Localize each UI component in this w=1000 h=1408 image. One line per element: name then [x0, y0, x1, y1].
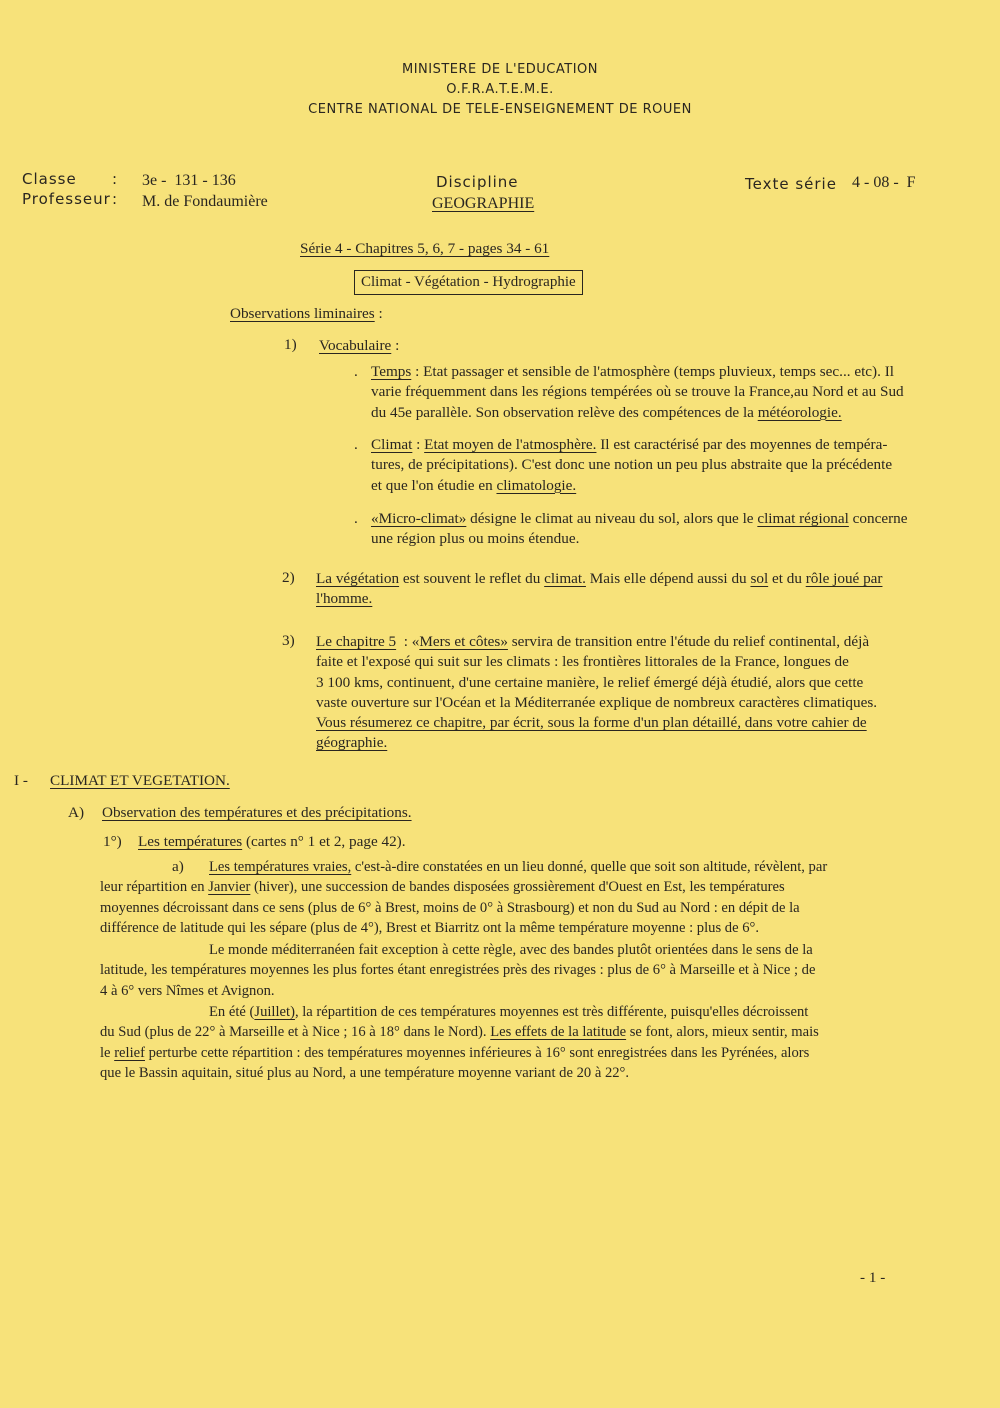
- para-c-line-1-end: , la répartition de ces températures moyennes est très différente, puisqu'elles décroissent: [294, 1004, 809, 1020]
- temps-line-3: du 45e parallèle. Son observation relève des compétences de la: [371, 403, 758, 421]
- item2-text-part: et du: [768, 570, 806, 587]
- para-c-line-4: que le Bassin aquitain, situé plus au Nord, a une température moyenne variant de 20 à 22°.: [100, 1065, 630, 1082]
- chapitre5-term: Le chapitre 5: [316, 633, 397, 650]
- sub1-number: 1°): [103, 833, 122, 850]
- item2-text-part: Mais elle dépend aussi du: [585, 570, 751, 587]
- effets-latitude-term: Les effets de la latitude: [490, 1024, 627, 1041]
- item3-line-4: vaste ouverture sur l'Océan et la Méditerranée explique de nombreux caractères climatiques.: [316, 693, 878, 711]
- discipline-value: GEOGRAPHIE: [432, 195, 535, 212]
- homme-term: l'homme.: [316, 590, 373, 608]
- item3-text: [316, 632, 976, 754]
- climat-regional-term: climat régional: [757, 510, 849, 527]
- item2-text: [316, 569, 976, 610]
- item3-instruction: Vous résumerez ce chapitre, par écrit, sous la forme d'un plan détaillé, dans votre cahier de: [316, 714, 867, 732]
- para-c-line-2-end: se font, alors, mieux sentir, mais: [626, 1024, 819, 1041]
- boxed-title: Climat - Végétation - Hydrographie: [354, 270, 583, 295]
- temps-line-1: : Etat passager et sensible de l'atmosphère (temps pluvieux, temps sec... etc). Il: [411, 363, 894, 380]
- discipline-label: Discipline: [436, 173, 519, 191]
- classe-label: Classe: [22, 170, 77, 188]
- micro-line-1: désigne le climat au niveau du sol, alors que le: [466, 510, 758, 527]
- serie-line: Série 4 - Chapitres 5, 6, 7 - pages 34 - 61: [300, 240, 550, 257]
- sub1-heading: [138, 832, 406, 852]
- juillet-term: Juillet): [254, 1004, 295, 1020]
- item3-text-part: servira de transition entre l'étude du relief continental, déjà: [507, 633, 870, 650]
- vocab-title: Vocabulaire: [319, 337, 392, 354]
- temperatures-vraies-term: Les températures vraies,: [209, 859, 352, 875]
- centre-line: CENTRE NATIONAL DE TELE-ENSEIGNEMENT DE ROUEN: [308, 102, 692, 117]
- temps-line-2: varie fréquemment dans les régions tempérées où se trouve la France,au Nord et au Sud: [371, 383, 904, 401]
- climat-line-1: Il est caractérisé par des moyennes de tempéra-: [596, 436, 888, 453]
- classe-value: 3e - 131 - 136: [142, 172, 236, 189]
- professeur-separator: :: [112, 190, 119, 208]
- texte-serie-label: Texte série: [745, 175, 837, 193]
- temps-term: Temps: [371, 363, 412, 380]
- vocab-colon: :: [391, 337, 400, 354]
- climat-line-3: et que l'on étudie en: [371, 476, 497, 494]
- item3-number: 3): [282, 632, 295, 649]
- para-c-line-2: du Sud (plus de 22° à Marseille et à Nice ; 16 à 18° dans le Nord).: [100, 1024, 491, 1041]
- professeur-label: Professeur: [22, 190, 111, 208]
- micro-line-1-end: concerne: [848, 510, 908, 527]
- relief-term: relief: [114, 1044, 145, 1061]
- sub1-reference: (cartes n° 1 et 2, page 42).: [242, 833, 406, 850]
- professeur-value: M. de Fondaumière: [142, 193, 268, 210]
- item3-text-part: : «: [396, 633, 420, 650]
- bullet-dot: .: [354, 363, 358, 380]
- climat-term: Climat: [371, 436, 413, 453]
- vegetation-term: La végétation: [316, 570, 400, 587]
- page-number: - 1 -: [860, 1269, 886, 1286]
- climatologie-term: climatologie.: [496, 476, 577, 494]
- para-b-line-1: Le monde méditerranéen fait exception à cette règle, avec des bandes plutôt orientées dans le sens de la: [209, 942, 813, 958]
- meteorologie-term: météorologie.: [757, 403, 842, 421]
- micro-climat-definition: [371, 509, 971, 550]
- observations-colon: :: [374, 305, 383, 322]
- para-a-number: a): [172, 858, 184, 875]
- vocab-heading: [319, 336, 399, 356]
- observations-heading: [230, 304, 383, 324]
- org-line: O.F.R.A.T.E.M.E.: [446, 82, 554, 97]
- sectionA-title: Observation des températures et des précipitations.: [102, 804, 412, 821]
- sectionA-number: A): [68, 804, 85, 821]
- climat-definition-key: Etat moyen de l'atmosphère.: [424, 436, 597, 453]
- paragraph-a: [100, 857, 980, 939]
- classe-separator: :: [112, 170, 119, 188]
- item3-instruction-end: géographie.: [316, 734, 388, 752]
- texte-serie-value: 4 - 08 - F: [852, 174, 916, 191]
- letterhead: [0, 60, 1000, 120]
- para-a-line-2: leur répartition en: [100, 879, 209, 896]
- climat-colon: :: [412, 436, 425, 453]
- janvier-term: Janvier: [208, 879, 251, 896]
- para-c-line-3-end: perturbe cette répartition : des températures moyennes inférieures à 16° sont enregistrées dans les Pyrénées, alors: [144, 1044, 810, 1061]
- vocab-number: 1): [284, 336, 297, 353]
- micro-climat-term: «Micro-climat»: [371, 510, 467, 527]
- para-a-line-3: moyennes décroissant dans ce sens (plus de 6° à Brest, moins de 0° à Strasbourg) et non du Sud au Nord : en dépit de la: [100, 899, 800, 916]
- item3-line-3: 3 100 kms, continuent, d'une certaine manière, le relief émergé déjà étudié, alors que cette: [316, 673, 864, 691]
- item2-text-part: est souvent le reflet du: [399, 570, 545, 587]
- para-b-line-2: latitude, les températures moyennes les plus fortes étant enregistrées près des rivages : plus de 6° à Marseille et à Nice ; de: [100, 962, 816, 979]
- paragraph-b: [100, 940, 980, 1001]
- observations-title: Observations liminaires: [230, 305, 375, 322]
- item3-line-2: faite et l'exposé qui suit sur les climats : les frontières littorales de la France, longues de: [316, 653, 849, 671]
- bullet-dot: .: [354, 510, 358, 527]
- paragraph-c: [100, 1002, 980, 1084]
- para-a-line-2-end: (hiver), une succession de bandes disposées grossièrement d'Ouest en Est, les températures: [250, 879, 785, 896]
- para-a-line-4: différence de latitude qui les sépare (plus de 4°), Brest et Biarritz ont la même température moyenne : plus de 6°.: [100, 920, 759, 937]
- section1-number: I -: [14, 772, 28, 789]
- climat-line-2: tures, de précipitations). C'est donc une notion un peu plus abstraite que la précédente: [371, 456, 893, 474]
- mers-cotes-term: Mers et côtes»: [419, 633, 508, 650]
- role-term: rôle joué par: [805, 570, 883, 587]
- temps-definition: [371, 362, 971, 423]
- micro-line-2: une région plus ou moins étendue.: [371, 530, 580, 548]
- item2-number: 2): [282, 569, 295, 586]
- para-b-line-3: 4 à 6° vers Nîmes et Avignon.: [100, 982, 275, 999]
- ministry-line: MINISTERE DE L'EDUCATION: [402, 62, 598, 77]
- bullet-dot: .: [354, 436, 358, 453]
- climat-ref: climat.: [544, 570, 586, 587]
- temperatures-title: Les températures: [138, 833, 243, 850]
- para-c-line-3: le: [100, 1044, 115, 1061]
- para-a-line-1: c'est-à-dire constatées en un lieu donné, quelle que soit son altitude, révèlent, par: [351, 859, 828, 875]
- section1-title: CLIMAT ET VEGETATION.: [50, 772, 230, 789]
- para-c-line-1: En été (: [209, 1004, 255, 1020]
- climat-definition: [371, 435, 971, 496]
- sol-term: sol: [750, 570, 769, 587]
